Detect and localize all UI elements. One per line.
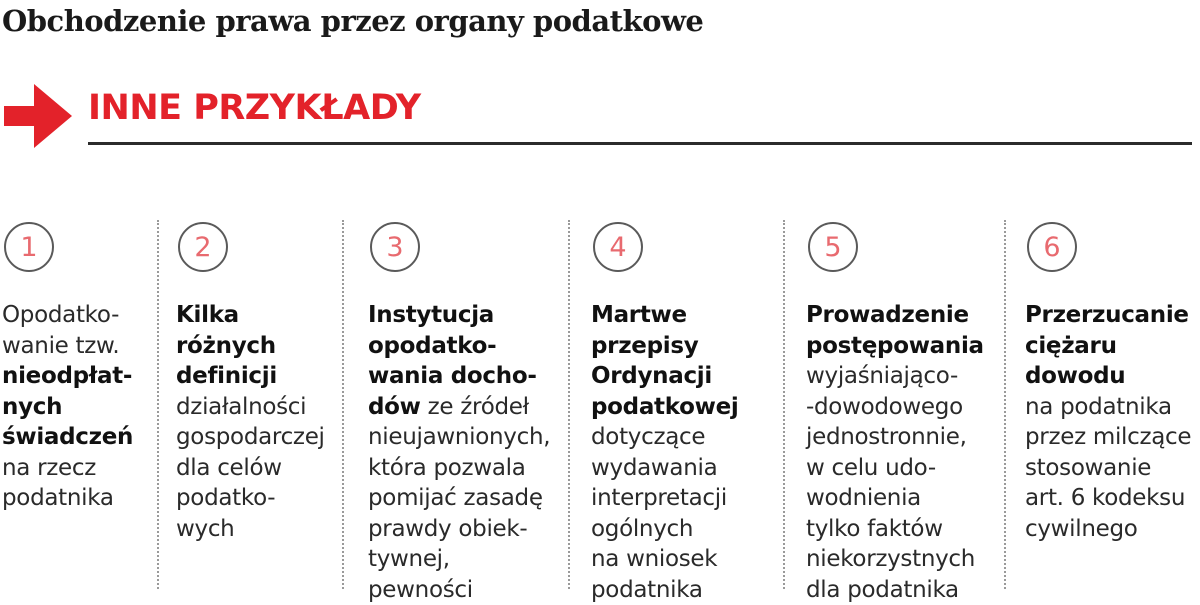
body-text: pomijać zasadę bbox=[368, 485, 543, 511]
text-line bbox=[2, 361, 133, 392]
text-line bbox=[2, 392, 133, 423]
text-line bbox=[368, 361, 550, 392]
body-text: działalności bbox=[176, 394, 306, 420]
bold-text: wania docho- bbox=[368, 363, 537, 389]
body-text: na rzecz bbox=[2, 455, 96, 481]
text-line bbox=[176, 514, 325, 545]
bold-text: Martwe bbox=[591, 302, 687, 328]
bold-text: postępowania bbox=[806, 333, 984, 359]
text-line bbox=[176, 453, 325, 484]
body-text: stosowanie bbox=[1025, 455, 1151, 481]
example-column-6 bbox=[1025, 222, 1191, 589]
body-text: na wniosek bbox=[591, 546, 717, 572]
example-text bbox=[2, 300, 133, 514]
text-line bbox=[368, 422, 550, 453]
body-text: wydawania bbox=[591, 455, 717, 481]
body-text: tywnej, bbox=[368, 546, 450, 572]
body-text: interpretacji bbox=[591, 485, 727, 511]
column-divider bbox=[568, 220, 570, 589]
example-text bbox=[368, 300, 550, 605]
body-text: jednostronnie, bbox=[806, 424, 967, 450]
text-line bbox=[2, 300, 133, 331]
example-text bbox=[1025, 300, 1191, 544]
column-divider bbox=[157, 220, 159, 589]
text-line bbox=[806, 361, 984, 392]
body-text: przez milczące bbox=[1025, 424, 1191, 450]
text-line bbox=[806, 544, 984, 575]
text-line bbox=[1025, 514, 1191, 545]
body-text: dla podatnika bbox=[806, 577, 959, 603]
text-line bbox=[176, 300, 325, 331]
body-text: art. 6 kodeksu bbox=[1025, 485, 1185, 511]
number-circle: 6 bbox=[1027, 222, 1077, 272]
bold-text: Instytucja bbox=[368, 302, 494, 328]
bold-text: Ordynacji bbox=[591, 363, 712, 389]
text-line bbox=[176, 361, 325, 392]
text-line bbox=[591, 361, 738, 392]
bold-text: nieodpłat- bbox=[2, 363, 132, 389]
bold-text: różnych bbox=[176, 333, 276, 359]
body-text: gospodarczej bbox=[176, 424, 325, 450]
example-text bbox=[591, 300, 738, 605]
body-text: ze źródeł bbox=[421, 394, 529, 420]
page-title: Obchodzenie prawa przez organy podatkowe bbox=[2, 4, 703, 38]
body-text: wych bbox=[176, 516, 234, 542]
number-circle: 3 bbox=[370, 222, 420, 272]
body-text: Opodatko- bbox=[2, 302, 119, 328]
example-text bbox=[806, 300, 984, 605]
text-line bbox=[591, 514, 738, 545]
text-line bbox=[368, 575, 550, 605]
text-line bbox=[176, 331, 325, 362]
example-column-5 bbox=[806, 222, 984, 589]
number-circle: 2 bbox=[178, 222, 228, 272]
text-line bbox=[806, 300, 984, 331]
body-text: niekorzystnych bbox=[806, 546, 975, 572]
text-line bbox=[368, 453, 550, 484]
text-line bbox=[806, 575, 984, 605]
number-circle: 5 bbox=[808, 222, 858, 272]
text-line bbox=[368, 392, 550, 423]
body-text: pewności bbox=[368, 577, 473, 603]
text-line bbox=[591, 422, 738, 453]
body-text: podatnika bbox=[591, 577, 703, 603]
body-text: podatko- bbox=[176, 485, 275, 511]
bold-text: dowodu bbox=[1025, 363, 1125, 389]
body-text: prawdy obiek- bbox=[368, 516, 527, 542]
body-text: nieujawnionych, bbox=[368, 424, 550, 450]
text-line bbox=[591, 331, 738, 362]
text-line bbox=[1025, 300, 1191, 331]
text-line bbox=[591, 483, 738, 514]
body-text: wanie tzw. bbox=[2, 333, 119, 359]
text-line bbox=[591, 392, 738, 423]
bold-text: świadczeń bbox=[2, 424, 133, 450]
text-line bbox=[2, 483, 133, 514]
text-line bbox=[2, 331, 133, 362]
body-text: ogólnych bbox=[591, 516, 693, 542]
column-divider bbox=[1004, 220, 1006, 589]
body-text: podatnika bbox=[2, 485, 114, 511]
text-line bbox=[2, 453, 133, 484]
example-column-2 bbox=[176, 222, 325, 589]
text-line bbox=[368, 514, 550, 545]
example-text bbox=[176, 300, 325, 544]
bold-text: Prowadzenie bbox=[806, 302, 969, 328]
text-line bbox=[591, 544, 738, 575]
example-column-4 bbox=[591, 222, 738, 589]
bold-text: Przerzucanie bbox=[1025, 302, 1189, 328]
number-circle: 1 bbox=[4, 222, 54, 272]
body-text: -dowodowego bbox=[806, 394, 963, 420]
text-line bbox=[806, 453, 984, 484]
body-text: dla celów bbox=[176, 455, 282, 481]
bold-text: nych bbox=[2, 394, 62, 420]
bold-text: definicji bbox=[176, 363, 277, 389]
bold-text: ciężaru bbox=[1025, 333, 1117, 359]
body-text: na podatnika bbox=[1025, 394, 1172, 420]
text-line bbox=[368, 300, 550, 331]
column-divider bbox=[342, 220, 344, 589]
right-arrow-icon bbox=[4, 84, 72, 148]
text-line bbox=[368, 331, 550, 362]
text-line bbox=[591, 575, 738, 605]
text-line bbox=[176, 483, 325, 514]
number-circle: 4 bbox=[593, 222, 643, 272]
text-line bbox=[806, 392, 984, 423]
text-line bbox=[1025, 361, 1191, 392]
text-line bbox=[1025, 331, 1191, 362]
text-line bbox=[806, 331, 984, 362]
section-heading: INNE PRZYKŁADY bbox=[88, 88, 421, 128]
bold-text: Kilka bbox=[176, 302, 239, 328]
example-column-1 bbox=[2, 222, 133, 589]
example-column-3 bbox=[368, 222, 550, 589]
text-line bbox=[368, 483, 550, 514]
text-line bbox=[176, 422, 325, 453]
text-line bbox=[1025, 422, 1191, 453]
heading-rule bbox=[88, 142, 1192, 145]
body-text: tylko faktów bbox=[806, 516, 943, 542]
text-line bbox=[1025, 483, 1191, 514]
text-line bbox=[806, 514, 984, 545]
bold-text: dów bbox=[368, 394, 421, 420]
text-line bbox=[591, 453, 738, 484]
bold-text: przepisy bbox=[591, 333, 698, 359]
text-line bbox=[176, 392, 325, 423]
body-text: która pozwala bbox=[368, 455, 526, 481]
text-line bbox=[1025, 453, 1191, 484]
text-line bbox=[1025, 392, 1191, 423]
body-text: dotyczące bbox=[591, 424, 705, 450]
text-line bbox=[591, 300, 738, 331]
column-divider bbox=[783, 220, 785, 589]
text-line bbox=[368, 544, 550, 575]
body-text: w celu udo- bbox=[806, 455, 936, 481]
text-line bbox=[806, 422, 984, 453]
body-text: wyjaśniająco- bbox=[806, 363, 958, 389]
bold-text: podatkowej bbox=[591, 394, 738, 420]
text-line bbox=[806, 483, 984, 514]
text-line bbox=[2, 422, 133, 453]
body-text: cywilnego bbox=[1025, 516, 1138, 542]
bold-text: opodatko- bbox=[368, 333, 496, 359]
body-text: wodnienia bbox=[806, 485, 921, 511]
